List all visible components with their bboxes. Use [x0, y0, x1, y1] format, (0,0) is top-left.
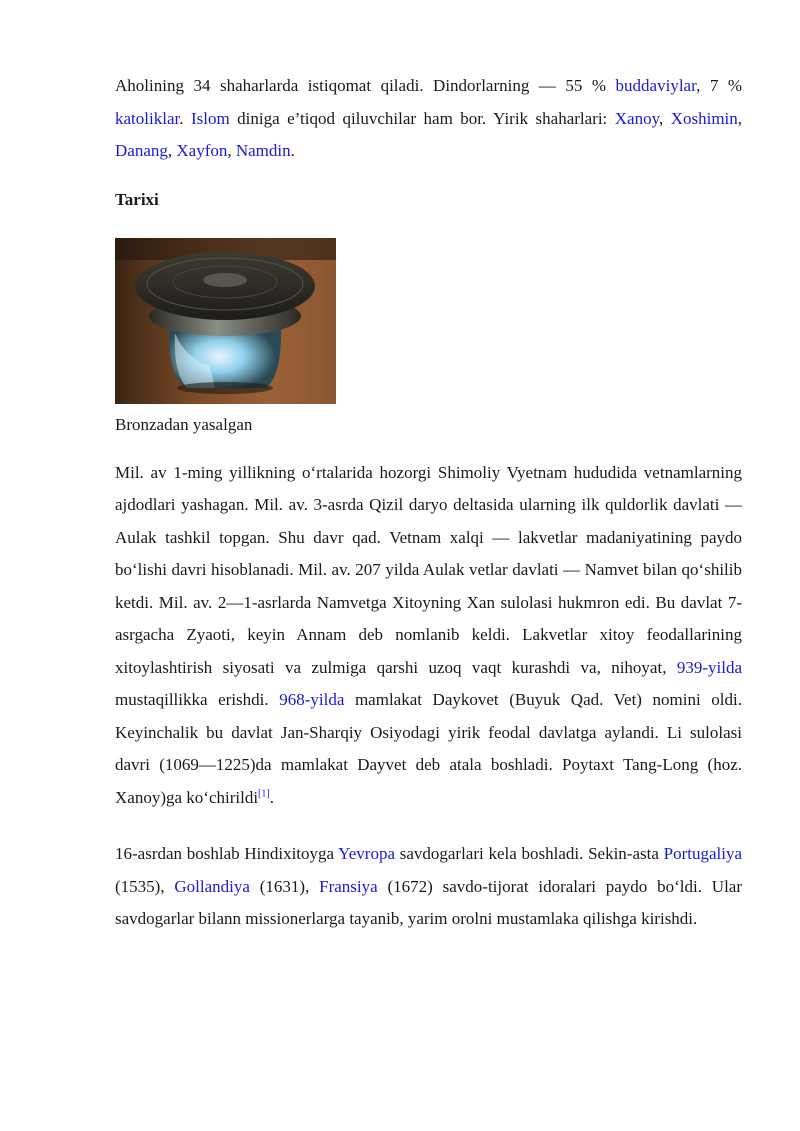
link-portugaliya[interactable]: Portugaliya: [663, 844, 742, 863]
intro-text: ,: [167, 141, 177, 160]
europe-text: (1672) savdo-tijorat idoralari paydo bo‘ldi. Ular savdogarlar bilann missionerlarga tayanib, yarim orolni mustamlaka qilishga kirishdi.: [115, 876, 742, 928]
link-katoliklar[interactable]: katoliklar: [115, 108, 180, 128]
history-paragraph: [115, 457, 742, 815]
link-xayfon[interactable]: Xayfon: [176, 141, 228, 160]
intro-text: .: [179, 108, 191, 128]
link-fransiya[interactable]: Fransiya: [319, 876, 378, 896]
link-yevropa[interactable]: Yevropa: [338, 844, 395, 863]
history-text: Mil. av 1-ming yillikning o‘rtalarida hozorgi Shimoliy Vyetnam hududida vetnamlarning ajdodlari yashagan. Mil. av. 3-asrda Qizil daryo deltasida ularning ilk quldorlik davlati — Aulak tashkil topgan. Shu davr qad. Vetnam xalqi — lakvetlar madaniyatining paydo bo‘lishi davri hisoblanadi. Mil. av. 207 yilda Aulak vetlar davlati — Namvet bilan qo‘shilib ketdi. Mil. av. 2—1-asrlarda Namvetga Xitoyning Xan sulolasi hukmron edi. Bu davlat 7-asrgacha Zyaoti, keyin Annam deb nomlanib keldi. Lakvetlar xitoy feodallarining xitoylashtirish siyosati va zulmiga qarshi uzoq vaqt kurashdi va, nihoyat,: [115, 462, 742, 677]
intro-text: diniga e’tiqod qiluvchilar ham bor. Yirik shaharlari:: [229, 108, 615, 128]
history-text: mamlakat Daykovet (Buyuk Qad. Vet) nomini oldi. Keyinchalik bu davlat Jan-Sharqiy Osiyodagi yirik feodal davlatga aylandi. Li sulolasi davri (1069—1225)da mamlakat Dayvet deb atala boshladi. Poytaxt Tang-Long (hoz. Xanoy)ga ko‘chirildi: [115, 690, 742, 807]
europe-text: (1535),: [115, 876, 175, 896]
intro-text: ,: [227, 141, 236, 160]
link-gollandiya[interactable]: Gollandiya: [174, 876, 250, 896]
europe-paragraph: [115, 838, 742, 936]
image-caption: Bronzadan yasalgan: [115, 414, 253, 434]
europe-text: savdogarlari kela boshladi. Sekin-asta: [395, 844, 664, 863]
europe-text: (1631),: [249, 876, 320, 896]
bronze-drum-image[interactable]: [115, 238, 336, 404]
link-buddaviylar[interactable]: buddaviylar: [615, 76, 697, 95]
section-heading: Tarixi: [115, 189, 159, 209]
footnote-ref[interactable]: [1]: [258, 787, 270, 799]
link-islom[interactable]: Islom: [190, 108, 230, 128]
intro-text: ,: [658, 108, 671, 128]
link-danang[interactable]: Danang: [115, 141, 168, 160]
intro-text: .: [290, 141, 295, 160]
link-namdin[interactable]: Namdin: [235, 141, 291, 160]
link-xanoy[interactable]: Xanoy: [614, 108, 659, 128]
intro-paragraph: [115, 70, 742, 168]
intro-text: Aholining 34 shaharlarda istiqomat qiladi. Dindorlarning — 55 %: [115, 76, 616, 95]
article-page: [115, 70, 742, 936]
link-968-yilda[interactable]: 968-yilda: [279, 690, 345, 709]
intro-text: ,: [737, 108, 743, 128]
europe-text: 16-asrdan boshlab Hindixitoyga: [115, 844, 339, 863]
intro-text: , 7 %: [696, 76, 742, 95]
history-text: .: [269, 787, 274, 807]
link-939-yilda[interactable]: 939-yilda: [676, 657, 742, 677]
history-text: mustaqillikka erishdi.: [115, 690, 280, 709]
link-xoshimin[interactable]: Xoshimin: [670, 108, 738, 128]
